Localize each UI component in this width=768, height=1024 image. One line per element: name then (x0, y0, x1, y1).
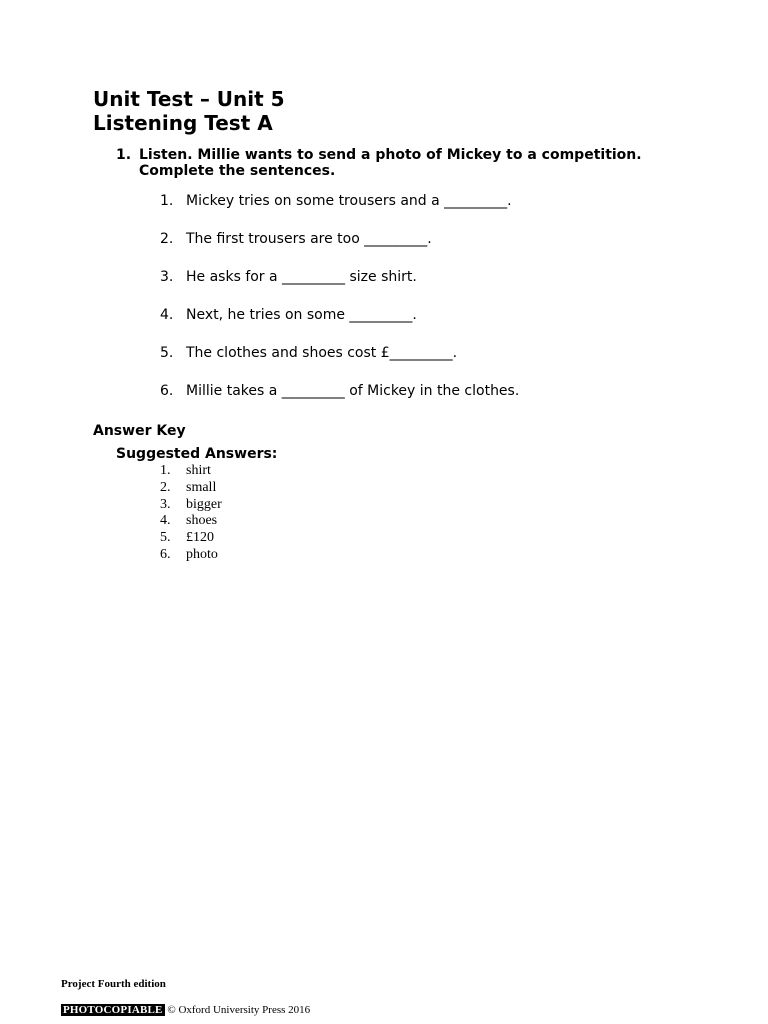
answer-item (160, 513, 222, 530)
copyright-text: © Oxford University Press 2016 (167, 1004, 311, 1016)
page-title: Unit Test – Unit 5 (93, 87, 285, 111)
question-number: 6. (160, 383, 174, 399)
footer-edition: Project Fourth edition (61, 978, 166, 990)
answer-text: photo (186, 546, 218, 562)
question-text: He asks for a _________ size shirt. (186, 269, 417, 285)
answer-text: shoes (186, 513, 218, 529)
answer-key-heading: Answer Key (93, 423, 186, 439)
answer-item (160, 463, 222, 480)
photocopiable-badge: PHOTOCOPIABLE (63, 1004, 163, 1016)
answer-text: £120 (186, 530, 214, 546)
answer-number: 2. (160, 479, 171, 495)
question-item (160, 344, 519, 382)
answer-item (160, 530, 222, 547)
question-number: 4. (160, 307, 174, 323)
exercise-number: 1. (116, 147, 132, 163)
question-number: 3. (160, 269, 174, 285)
question-text: The clothes and shoes cost £_________. (186, 345, 458, 361)
answer-list (160, 463, 222, 564)
footer-copyright-line (61, 1003, 310, 1017)
question-number: 2. (160, 231, 174, 247)
question-item (160, 382, 519, 420)
question-item (160, 230, 519, 268)
answer-item (160, 497, 222, 514)
suggested-answers-heading: Suggested Answers: (116, 446, 278, 462)
question-number: 5. (160, 345, 174, 361)
answer-number: 1. (160, 463, 171, 478)
question-text: Millie takes a _________ of Mickey in the clothes. (186, 383, 520, 399)
answer-item (160, 547, 222, 564)
page-subtitle: Listening Test A (93, 111, 273, 135)
question-text: Next, he tries on some _________. (186, 307, 417, 323)
question-list (160, 192, 519, 420)
question-item (160, 306, 519, 344)
answer-item (160, 480, 222, 497)
answer-text: shirt (186, 463, 211, 478)
answer-text: bigger (186, 496, 222, 512)
question-item (160, 268, 519, 306)
answer-number: 6. (160, 546, 171, 562)
answer-number: 4. (160, 513, 171, 529)
exercise-instruction-text: Listen. Millie wants to send a photo of Mickey to a competition. Complete the sentences. (139, 147, 642, 179)
question-text: Mickey tries on some trousers and a _________. (186, 193, 512, 209)
answer-number: 5. (160, 530, 171, 546)
question-number: 1. (160, 193, 174, 209)
answer-number: 3. (160, 496, 171, 512)
answer-text: small (186, 479, 217, 495)
question-text: The first trousers are too _________. (186, 231, 432, 247)
question-item (160, 192, 519, 230)
